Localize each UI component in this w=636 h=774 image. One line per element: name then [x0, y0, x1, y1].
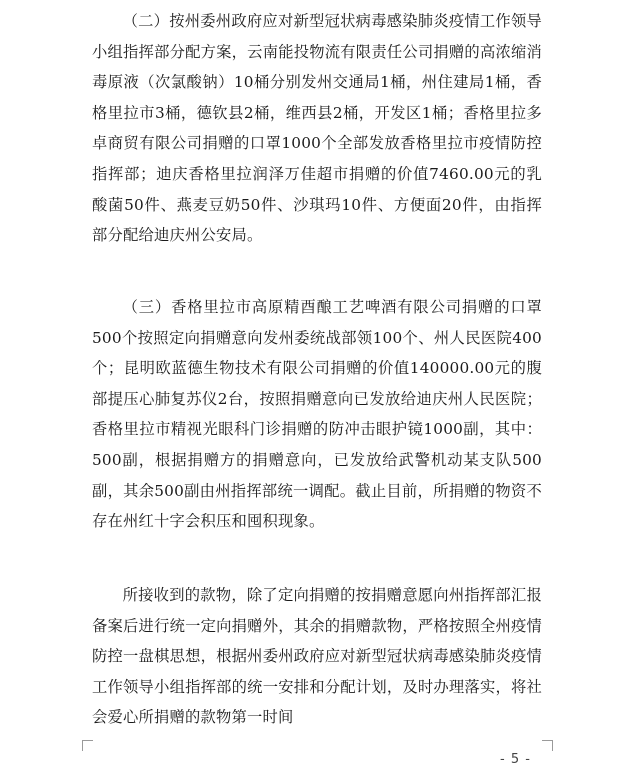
paragraph-text: 所接收到的款物，除了定向捐赠的按捐赠意愿向州指挥部汇报备案后进行统一定向捐赠外，其余的捐赠款物，严格按照全州疫情防控一盘棋思想，根据州委州政府应对新型冠状病毒感染肺炎疫情工作领导小组指挥部的统一安排和分配计划，及时办理落实，将社会爱心所捐赠的款物第一时间 — [92, 586, 542, 727]
paragraph-item-2-distribution — [92, 6, 542, 251]
paragraph-text: （三）香格里拉市高原精酉酿工艺啤酒有限公司捐赠的口罩500个按照定向捐赠意向发州委统战部领100个、州人民医院400个；昆明欧蓝德生物技术有限公司捐赠的价值140000.00元的腹部提压心肺复苏仪2台，按照捐赠意向已发放给迪庆州人民医院；香格里拉市精视光眼科门诊捐赠的防冲击眼护镜1000副，其中：500副，根据捐赠方的捐赠意向，已发放给武警机动某支队500副，其余500副由州指挥部统一调配。截止目前，所捐赠的物资不存在州红十字会积压和囤积现象。 — [92, 298, 542, 531]
crop-mark-bottom-left — [82, 740, 93, 751]
crop-mark-bottom-right — [542, 740, 553, 751]
page-number: - 5 - — [500, 752, 531, 767]
paragraph-donations-handling — [92, 580, 542, 733]
paragraph-item-3-distribution — [92, 292, 542, 537]
paragraph-text: （二）按州委州政府应对新型冠状病毒感染肺炎疫情工作领导小组指挥部分配方案，云南能投物流有限责任公司捐赠的高浓缩消毒原液（次氯酸钠）10桶分别发州交通局1桶，州住建局1桶，香格里拉市3桶，德钦县2桶，维西县2桶，开发区1桶；香格里拉多卓商贸有限公司捐赠的口罩1000个全部发放香格里拉市疫情防控指挥部；迪庆香格里拉润泽万佳超市捐赠的价值7460.00元的乳酸菌50件、燕麦豆奶50件、沙琪玛10件、方便面20件，由指挥部分配给迪庆州公安局。 — [92, 12, 542, 245]
